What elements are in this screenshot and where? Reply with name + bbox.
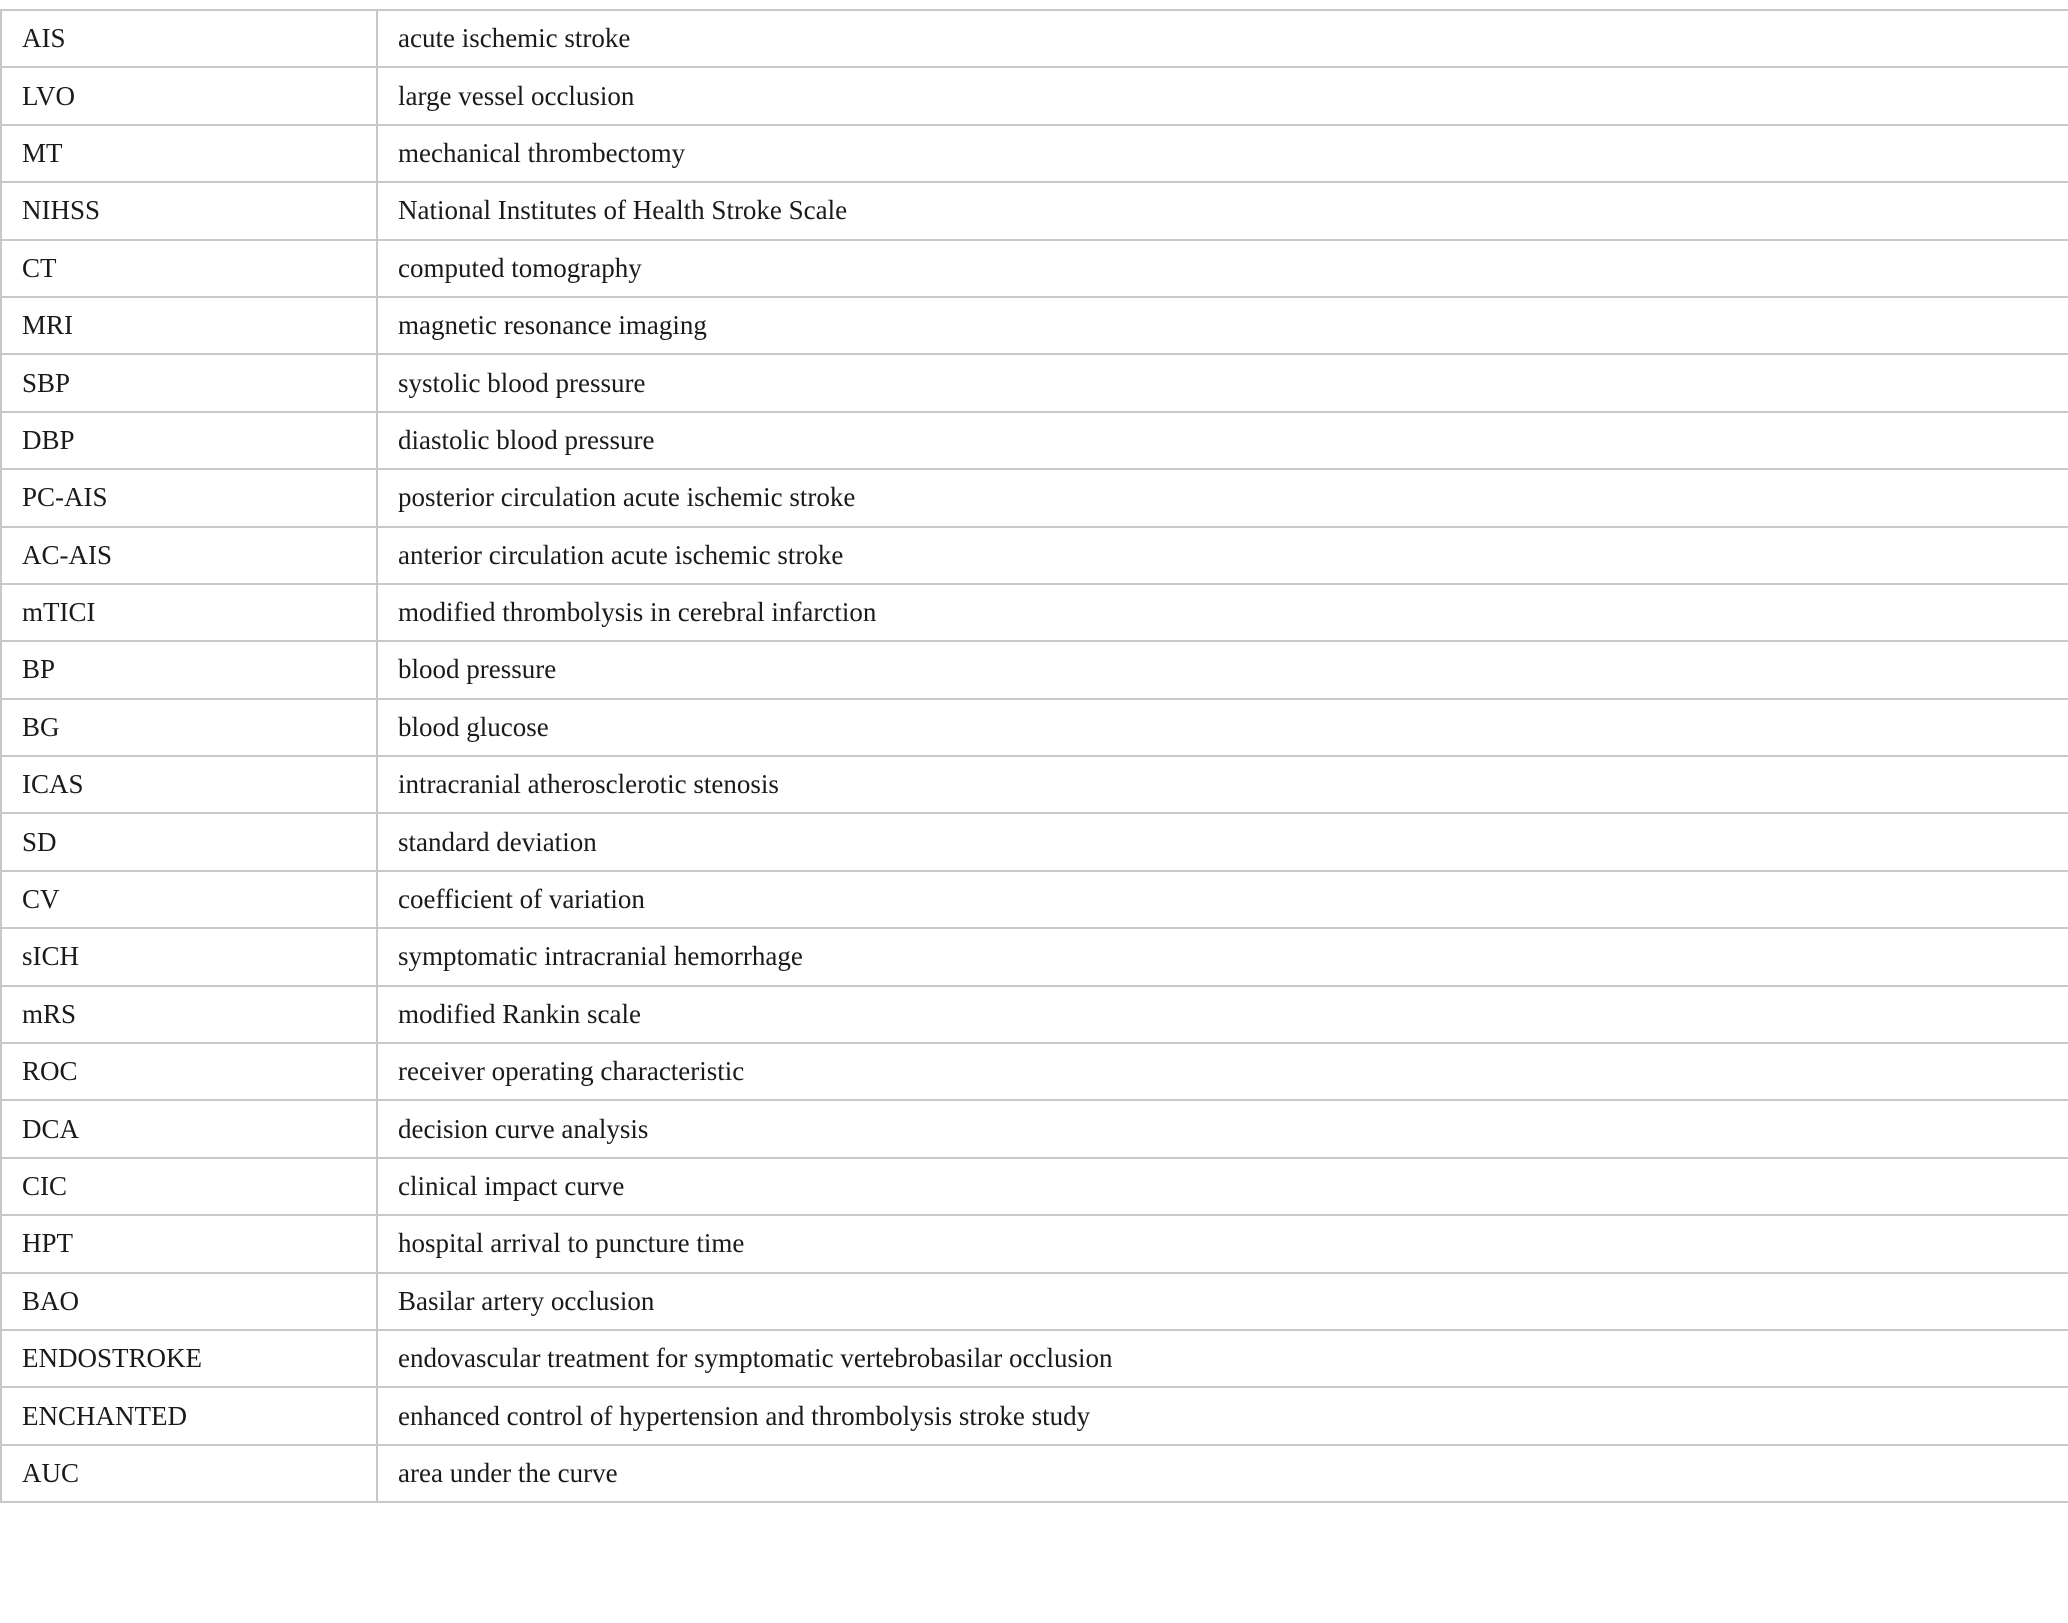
table-row [1,125,2068,182]
abbreviation-cell: AIS [1,10,377,67]
table-row [1,354,2068,411]
table-row [1,813,2068,870]
definition-cell: clinical impact curve [377,1158,2068,1215]
definition-cell: hospital arrival to puncture time [377,1215,2068,1272]
definition-cell: mechanical thrombectomy [377,125,2068,182]
table-row [1,1215,2068,1272]
table-row [1,1158,2068,1215]
table-row [1,1100,2068,1157]
definition-cell: large vessel occlusion [377,67,2068,124]
abbreviation-cell: DBP [1,412,377,469]
definition-cell: anterior circulation acute ischemic stroke [377,527,2068,584]
definition-cell: modified thrombolysis in cerebral infarction [377,584,2068,641]
definition-cell: area under the curve [377,1445,2068,1502]
table-row [1,1043,2068,1100]
table-row [1,240,2068,297]
definition-cell: Basilar artery occlusion [377,1273,2068,1330]
table-row [1,928,2068,985]
definition-cell: coefficient of variation [377,871,2068,928]
definition-cell: systolic blood pressure [377,354,2068,411]
abbreviation-cell: BAO [1,1273,377,1330]
definition-cell: magnetic resonance imaging [377,297,2068,354]
abbreviation-cell: BG [1,699,377,756]
table-row [1,1273,2068,1330]
abbreviation-cell: ENDOSTROKE [1,1330,377,1387]
abbreviation-cell: CV [1,871,377,928]
definition-cell: symptomatic intracranial hemorrhage [377,928,2068,985]
abbreviation-cell: sICH [1,928,377,985]
definition-cell: standard deviation [377,813,2068,870]
abbreviation-cell: ROC [1,1043,377,1100]
abbreviation-cell: MT [1,125,377,182]
table-row [1,1387,2068,1444]
definition-cell: modified Rankin scale [377,986,2068,1043]
abbreviation-cell: HPT [1,1215,377,1272]
abbreviation-cell: MRI [1,297,377,354]
abbreviation-cell: SD [1,813,377,870]
definition-cell: receiver operating characteristic [377,1043,2068,1100]
abbreviation-cell: mRS [1,986,377,1043]
abbreviation-cell: LVO [1,67,377,124]
definition-cell: posterior circulation acute ischemic stroke [377,469,2068,526]
abbreviation-cell: DCA [1,1100,377,1157]
table-row [1,412,2068,469]
table-row [1,10,2068,67]
definition-cell: acute ischemic stroke [377,10,2068,67]
definition-cell: blood glucose [377,699,2068,756]
abbreviation-cell: ENCHANTED [1,1387,377,1444]
abbreviation-cell: NIHSS [1,182,377,239]
table-row [1,756,2068,813]
table-row [1,871,2068,928]
table-row [1,469,2068,526]
table-row [1,1330,2068,1387]
table-row [1,527,2068,584]
table-row [1,297,2068,354]
abbreviation-cell: AC-AIS [1,527,377,584]
abbreviations-table [0,9,2068,1503]
abbreviation-cell: mTICI [1,584,377,641]
abbreviation-cell: BP [1,641,377,698]
abbreviations-table-body [1,10,2068,1502]
table-row [1,1445,2068,1502]
definition-cell: enhanced control of hypertension and thrombolysis stroke study [377,1387,2068,1444]
abbreviation-cell: CIC [1,1158,377,1215]
definition-cell: decision curve analysis [377,1100,2068,1157]
definition-cell: computed tomography [377,240,2068,297]
definition-cell: endovascular treatment for symptomatic vertebrobasilar occlusion [377,1330,2068,1387]
definition-cell: intracranial atherosclerotic stenosis [377,756,2068,813]
table-row [1,699,2068,756]
abbreviation-cell: ICAS [1,756,377,813]
table-row [1,182,2068,239]
abbreviation-cell: CT [1,240,377,297]
abbreviation-cell: AUC [1,1445,377,1502]
table-row [1,986,2068,1043]
definition-cell: National Institutes of Health Stroke Scale [377,182,2068,239]
definition-cell: diastolic blood pressure [377,412,2068,469]
abbreviation-cell: PC-AIS [1,469,377,526]
definition-cell: blood pressure [377,641,2068,698]
table-row [1,67,2068,124]
table-row [1,584,2068,641]
table-row [1,641,2068,698]
abbreviation-cell: SBP [1,354,377,411]
